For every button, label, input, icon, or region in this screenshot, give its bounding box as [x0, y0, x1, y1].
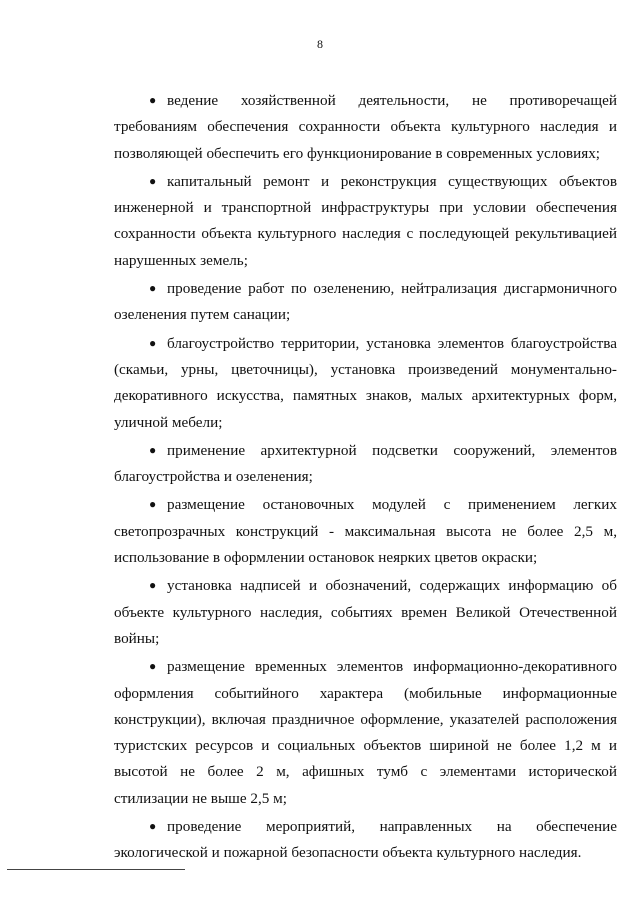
bullet-icon: ● [149, 497, 157, 512]
bullet-icon: ● [149, 281, 157, 296]
list-item [114, 330, 617, 436]
page-number: 8 [317, 37, 323, 51]
list-item-text: благоустройство территории, установка элементов благоустройства (скамьи, урны, цветочницы), установка произведений монументально-декоративного искусства, памятных знаков, малых архитектурных форм, уличной мебели; [114, 334, 617, 431]
list-item-text: размещение остановочных модулей с применением легких светопрозрачных конструкций - максимальная высота не более 2,5 м, использование в оформлении остановок неярких цветов окраски; [114, 496, 617, 567]
list-item [114, 437, 617, 491]
bullet-icon: ● [149, 819, 157, 834]
list-item-text: размещение временных элементов информационно-декоративного оформления событийного характера (мобильные информационные конструкции), включая праздничное оформление, указателей расположения туристских ресурсов и социальных объектов шириной не более 1,2 м и высотой не более 2 м, афишных тумб с элементами исторической стилизации не выше 2,5 м; [114, 658, 617, 807]
footer-divider [7, 869, 185, 870]
bullet-icon: ● [149, 93, 157, 107]
list-item-text: проведение работ по озеленению, нейтрализация дисгармоничного озеленения путем санации; [114, 280, 617, 324]
list-item-text: ведение хозяйственной деятельности, не противоречащей требованиям обеспечения сохранности объекта культурного наследия и позволяющей обеспечить его функционирование в современных условиях; [114, 92, 617, 162]
list-item [114, 275, 617, 329]
list-item [114, 813, 617, 867]
list-item-text: применение архитектурной подсветки сооружений, элементов благоустройства и озеленения; [114, 441, 617, 486]
bullet-icon: ● [149, 335, 157, 350]
list-item-text: проведение мероприятий, направленных на обеспечение экологической и пожарной безопасности объекта культурного наследия. [114, 818, 617, 862]
bullet-icon: ● [149, 173, 157, 188]
list-item [114, 168, 617, 274]
bullet-icon: ● [149, 578, 157, 593]
list-item [114, 653, 617, 812]
list-item-text: установка надписей и обозначений, содержащих информацию об объекте культурного наследия, событиях времен Великой Отечественной войны; [114, 577, 617, 647]
bullet-icon: ● [149, 659, 157, 674]
list-item [114, 572, 617, 652]
list-item [114, 87, 617, 167]
list-item [114, 491, 617, 571]
document-body [114, 87, 617, 867]
bullet-icon: ● [149, 442, 157, 457]
list-item-text: капитальный ремонт и реконструкция существующих объектов инженерной и транспортной инфраструктуры при условии обеспечения сохранности объекта культурного наследия с последующей рекультивацией нарушенных земель; [114, 172, 617, 269]
